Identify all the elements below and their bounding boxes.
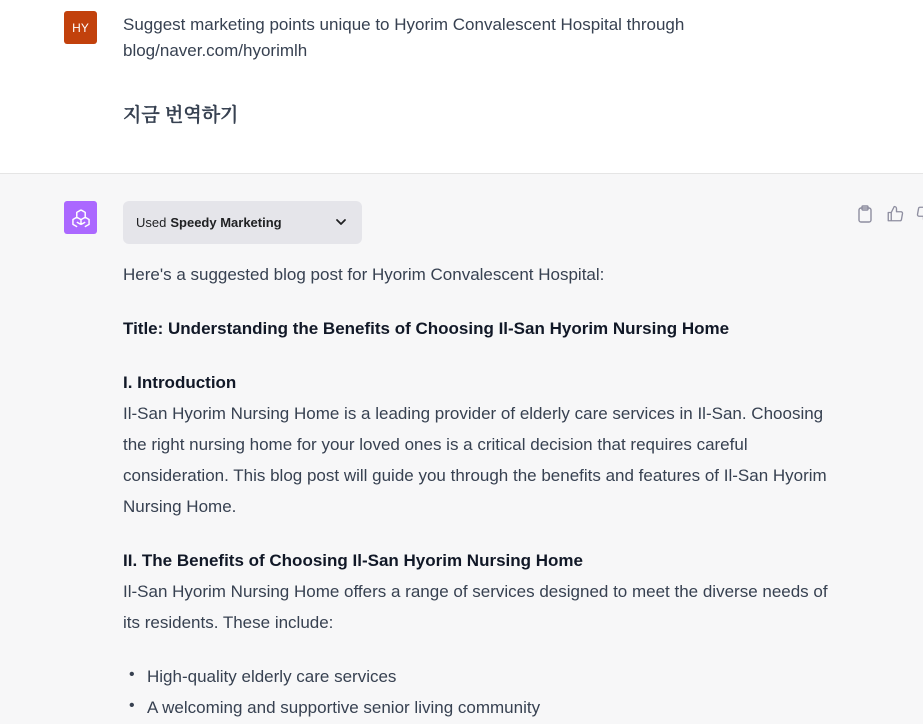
user-message (0, 0, 923, 174)
intro-text: Here's a suggested blog post for Hyorim Convalescent Hospital: (123, 265, 605, 284)
list-item: • High-quality elderly care services (123, 661, 843, 692)
section-heading: I. Introduction (123, 373, 237, 392)
plugin-used-toggle[interactable] (123, 201, 362, 244)
message-actions (855, 204, 923, 224)
thumbs-down-icon[interactable] (915, 204, 923, 224)
user-message-text: Suggest marketing points unique to Hyorim Convalescent Hospital through blog/naver.com/hyorimlh (123, 15, 685, 60)
section-body: Il-San Hyorim Nursing Home offers a range of services designed to meet the diverse needs of its residents. These include: (123, 582, 828, 632)
benefits-list (123, 661, 843, 723)
chevron-down-icon (334, 215, 348, 232)
plugin-name: Speedy Marketing (170, 215, 282, 230)
section-heading: II. The Benefits of Choosing Il-San Hyorim Nursing Home (123, 551, 583, 570)
clipboard-icon[interactable] (855, 204, 875, 224)
user-avatar: HY (64, 11, 97, 44)
assistant-message-content (123, 259, 843, 723)
list-item: • A welcoming and supportive senior living community (123, 692, 843, 723)
assistant-message (0, 174, 923, 724)
translate-now-link[interactable]: 지금 번역하기 (123, 105, 239, 126)
plugin-used-label: Used (136, 215, 167, 230)
thumbs-up-icon[interactable] (885, 204, 905, 224)
post-title: Title: Understanding the Benefits of Choosing Il-San Hyorim Nursing Home (123, 319, 730, 338)
section-body: Il-San Hyorim Nursing Home is a leading provider of elderly care services in Il-San. Choosing the right nursing home for your loved ones is a critical decision that requires careful consideration. This blog post will guide you through the benefits and features of Il-San Hyorim Nursing Home. (123, 404, 827, 516)
chatgpt-logo-icon (64, 201, 97, 234)
